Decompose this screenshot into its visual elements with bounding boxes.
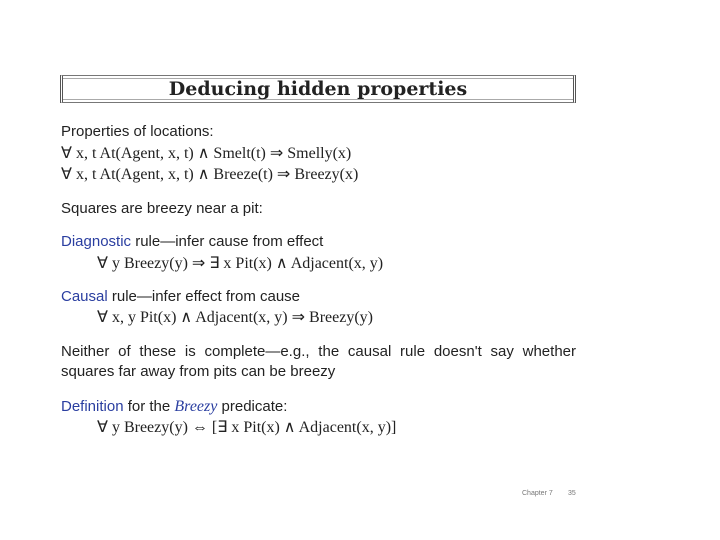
diagnostic-word: Diagnostic (61, 233, 132, 250)
definition-end: predicate: (217, 398, 288, 415)
causal-heading (61, 288, 300, 305)
squares-line: Squares are breezy near a pit: (61, 200, 263, 217)
definition-word: Definition (61, 398, 124, 415)
definition-predicate: Breezy (174, 398, 218, 415)
footer-chapter: Chapter 7 (522, 490, 553, 497)
page-title: Deducing hidden properties (168, 78, 468, 100)
definition-mid: for the (123, 398, 175, 415)
rule-smelly: ∀ x, t At(Agent, x, t) ∧ Smelt(t) ⇒ Smelly(x) (61, 145, 352, 162)
diagnostic-heading (61, 233, 323, 250)
neither-line-1: Neither of these is complete—e.g., the causal rule doesn't say whether (61, 343, 576, 360)
causal-word: Causal (61, 288, 108, 305)
neither-line-2: squares far away from pits can be breezy (61, 363, 336, 380)
causal-rest: rule—infer effect from cause (107, 288, 301, 305)
rule-breezy: ∀ x, t At(Agent, x, t) ∧ Breeze(t) ⇒ Breezy(x) (61, 166, 359, 183)
properties-heading: Properties of locations: (61, 123, 214, 140)
footer-page: 35 (568, 490, 576, 497)
diagnostic-rest: rule—infer cause from effect (131, 233, 324, 250)
title-box (60, 75, 576, 103)
definition-heading (61, 398, 287, 416)
causal-rule: ∀ x, y Pit(x) ∧ Adjacent(x, y) ⇒ Breezy(y) (97, 309, 373, 326)
diagnostic-rule: ∀ y Breezy(y) ⇒ ∃ x Pit(x) ∧ Adjacent(x, y) (97, 255, 384, 272)
definition-rule: ∀ y Breezy(y) ⇔ [∃ x Pit(x) ∧ Adjacent(x, y)] (97, 419, 397, 436)
